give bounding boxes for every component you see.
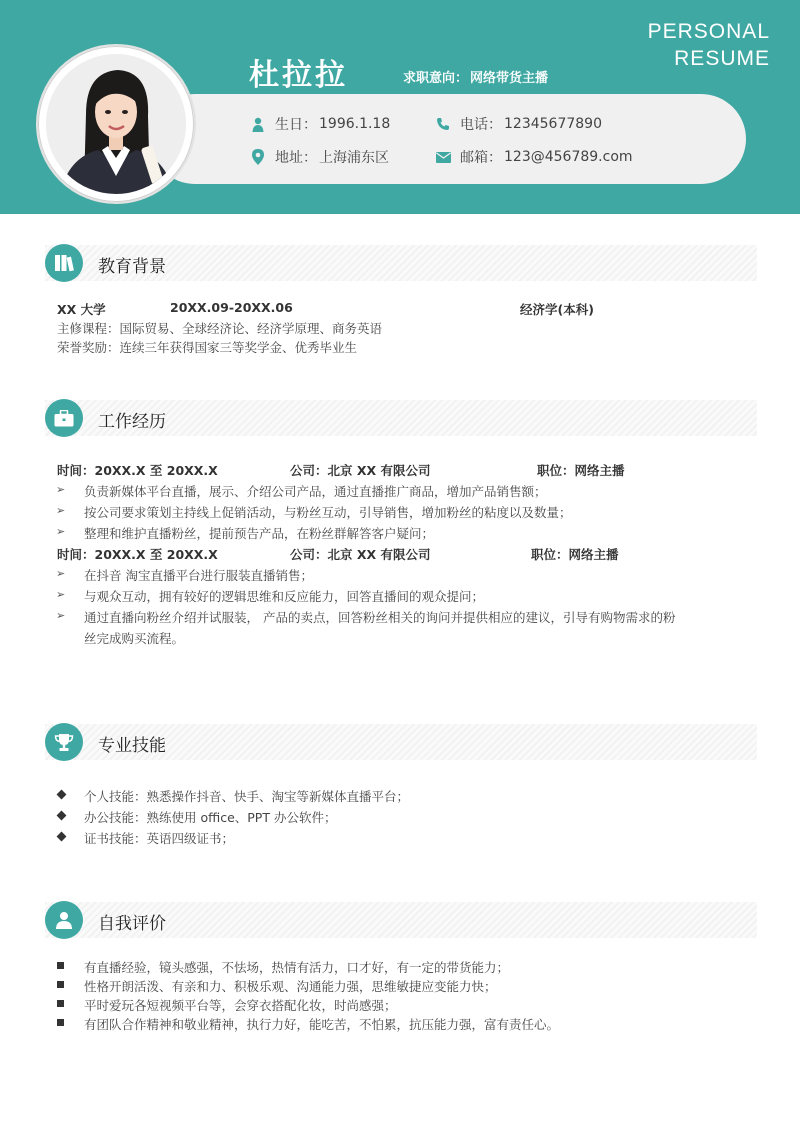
self-eval-item: 平时爱玩各短视频平台等，会穿衣搭配化妆，时尚感强； [84,998,397,1013]
diamond-bullet-icon [57,790,67,800]
self-eval-section-header [45,902,757,938]
mail-icon [435,149,451,165]
birth-info [250,114,390,134]
phone-icon [435,116,451,132]
job-intent-value: 网络带货主播 [470,71,549,86]
education-major: 经济学(本科) [520,302,594,317]
location-pin-icon [250,149,266,165]
arrow-bullet-icon: ➢ [56,483,66,496]
education-period: 20XX.09-20XX.06 [170,300,293,315]
job2-item: 与观众互动，拥有较好的逻辑思维和反应能力，回答直播间的观众提问； [84,589,485,604]
diamond-bullet-icon [57,832,67,842]
job2-item-continued: 丝完成购买流程。 [84,631,185,646]
contact-info-panel [150,94,746,184]
skill-item: 证书技能：英语四级证书； [84,831,235,846]
job1-company: 公司：北京 XX 有限公司 [290,463,431,478]
self-eval-item: 性格开朗活泼、有亲和力、积极乐观、沟通能力强，思维敏捷应变能力快； [84,979,497,994]
skills-section-header [45,724,757,760]
candidate-name: 杜拉拉 [249,58,348,93]
self-eval-title: 自我评价 [98,914,166,934]
resume-tag-line1: PERSONAL [647,20,770,43]
person-icon [250,116,266,132]
arrow-bullet-icon: ➢ [56,525,66,538]
education-awards: 荣誉奖励：连续三年获得国家三等奖学金、优秀毕业生 [57,340,358,355]
email-info [435,147,633,167]
square-bullet-icon [57,1000,64,1007]
address-value: 上海浦东区 [319,150,389,166]
job1-item: 按公司要求策划主持线上促销活动，与粉丝互动，引导销售，增加粉丝的粘度以及数量； [84,505,572,520]
arrow-bullet-icon: ➢ [56,609,66,622]
education-section-header [45,245,757,281]
job1-position: 职位：网络主播 [537,463,625,478]
portrait-illustration [46,54,186,194]
address-info [250,147,389,167]
email-value: 123@456789.com [504,149,633,165]
self-eval-item: 有团队合作精神和敬业精神，执行力好，能吃苦，不怕累，抗压能力强，富有责任心。 [84,1017,560,1032]
job2-position: 职位：网络主播 [531,547,619,562]
phone-label: 电话： [460,117,502,133]
job-intent-label: 求职意向： [403,71,469,86]
job2-company: 公司：北京 XX 有限公司 [290,547,431,562]
job-intent [401,67,548,86]
arrow-bullet-icon: ➢ [56,567,66,580]
work-title: 工作经历 [98,412,166,432]
birth-label: 生日： [275,117,317,133]
address-label: 地址： [275,150,317,166]
resume-tag [648,18,770,72]
birth-value: 1996.1.18 [319,116,391,132]
education-school: XX 大学 [57,302,106,317]
resume-tag-line2: RESUME [674,47,770,70]
job2-item: 在抖音 淘宝直播平台进行服装直播销售； [84,568,313,583]
skill-item: 个人技能：熟悉操作抖音、快手、淘宝等新媒体直播平台； [84,789,410,804]
job1-item: 负责新媒体平台直播，展示、介绍公司产品，通过直播推广商品，增加产品销售额； [84,484,547,499]
job1-item: 整理和维护直播粉丝，提前预告产品，在粉丝群解答客户疑问； [84,526,435,541]
arrow-bullet-icon: ➢ [56,588,66,601]
avatar [46,54,186,194]
books-icon [45,244,83,282]
phone-info [435,114,602,134]
square-bullet-icon [57,962,64,969]
phone-value: 12345677890 [504,116,602,132]
education-title: 教育背景 [98,257,166,277]
self-eval-item: 有直播经验，镜头感强，不怯场，热情有活力，口才好，有一定的带货能力； [84,960,510,975]
square-bullet-icon [57,1019,64,1026]
trophy-icon [45,723,83,761]
briefcase-icon [45,399,83,437]
email-label: 邮箱： [460,150,502,166]
skill-item: 办公技能：熟练使用 office、PPT 办公软件； [84,810,337,825]
user-icon [45,901,83,939]
arrow-bullet-icon: ➢ [56,504,66,517]
job2-time: 时间：20XX.X 至 20XX.X [57,547,218,562]
diamond-bullet-icon [57,811,67,821]
job1-time: 时间：20XX.X 至 20XX.X [57,463,218,478]
education-courses: 主修课程：国际贸易、全球经济论、经济学原理、商务英语 [57,321,383,336]
square-bullet-icon [57,981,64,988]
work-section-header [45,400,757,436]
avatar-frame [36,44,196,204]
skills-title: 专业技能 [98,736,166,756]
job2-item: 通过直播向粉丝介绍并试服装， 产品的卖点，回答粉丝相关的询问并提供相应的建议，引导有购物需求的粉 [84,610,676,625]
